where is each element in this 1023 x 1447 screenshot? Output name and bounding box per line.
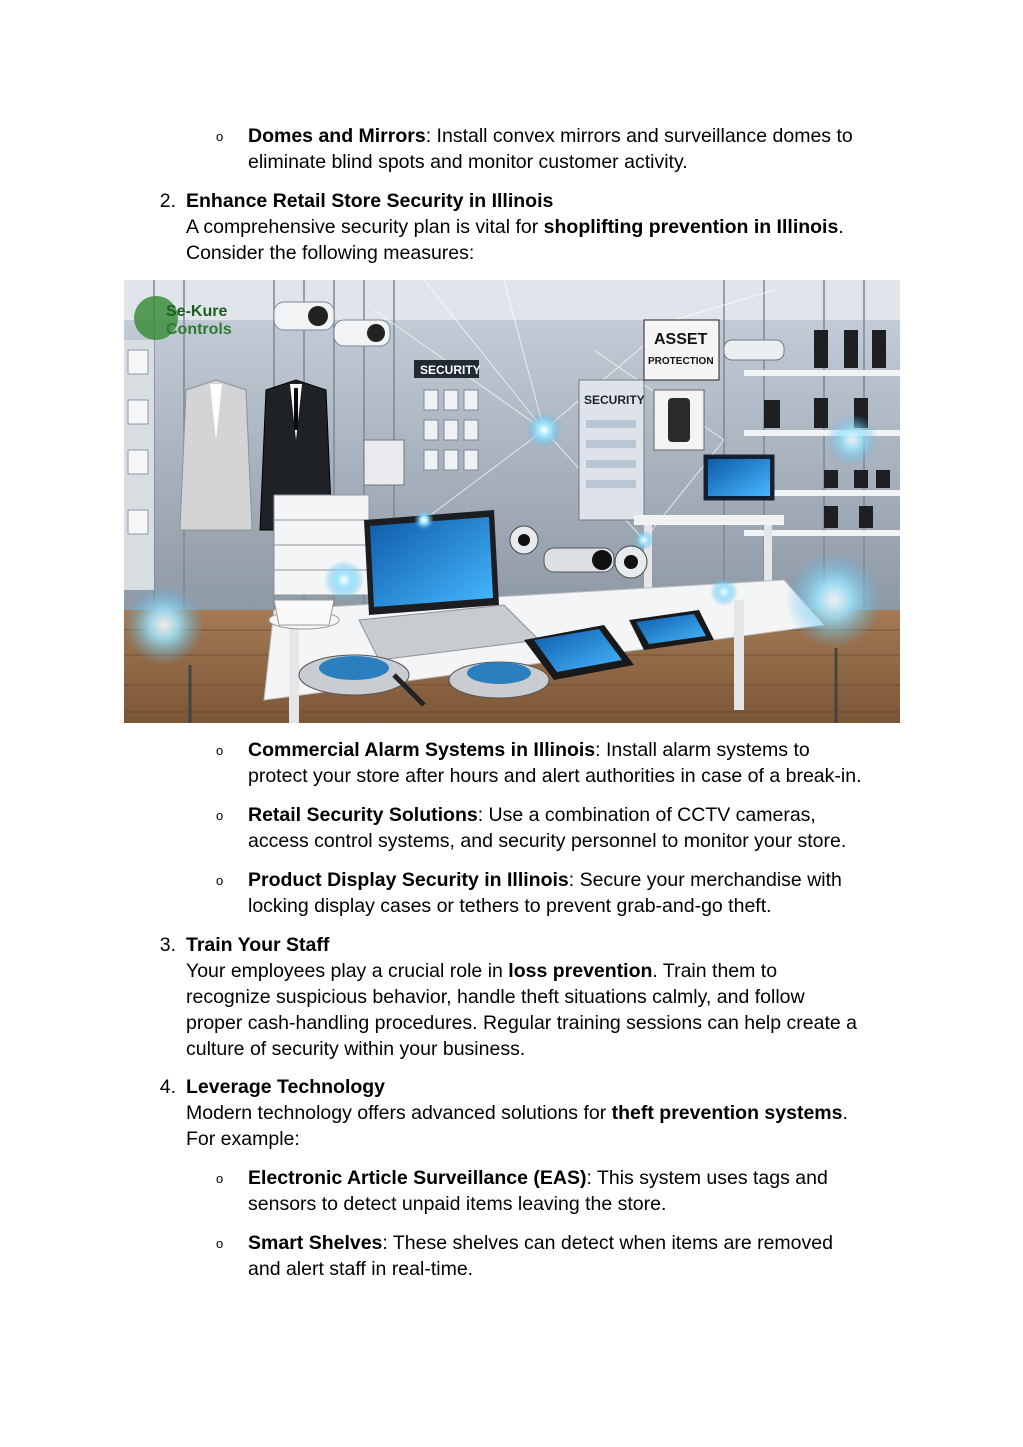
heading-text: Enhance Retail Store Security in Illinois <box>186 190 554 212</box>
list-item-retail-line1 <box>248 802 816 828</box>
paragraph-text: . <box>838 216 844 238</box>
list-item-text: : These shelves can detect when items are removed <box>382 1232 833 1254</box>
logo-text: Controls <box>166 321 232 338</box>
bullet-marker: o <box>216 808 224 823</box>
list-item-text: : Use a combination of CCTV cameras, <box>477 804 816 826</box>
section-number: 3. <box>159 934 176 956</box>
list-item-eas-line2: sensors to detect unpaid items leaving the store. <box>248 1193 667 1215</box>
section-number: 2. <box>159 190 176 212</box>
sign-security-left: SECURITY <box>420 363 481 377</box>
security-store-illustration <box>124 280 900 723</box>
list-item-domes-line1 <box>248 123 853 149</box>
section-paragraph-line1 <box>186 1100 848 1126</box>
list-item-alarm-line1 <box>248 737 810 763</box>
paragraph-bold: loss prevention <box>508 960 653 982</box>
list-item-retail-line2: access control systems, and security personnel to monitor your store. <box>248 830 847 852</box>
sign-asset: ASSET <box>654 331 708 348</box>
paragraph-text: Modern technology offers advanced solutions for <box>186 1102 612 1124</box>
section-heading <box>186 932 329 958</box>
section-paragraph-line2: Consider the following measures: <box>186 242 475 264</box>
list-item-bold: Electronic Article Surveillance (EAS) <box>248 1167 587 1189</box>
bullet-marker: o <box>216 1171 224 1186</box>
bullet-marker: o <box>216 873 224 888</box>
section-heading <box>186 1074 385 1100</box>
section-paragraph-line1 <box>186 958 777 984</box>
sign-asset-protection: PROTECTION <box>648 356 714 367</box>
bullet-marker: o <box>216 743 224 758</box>
list-item-eas-line1 <box>248 1165 828 1191</box>
paragraph-bold: theft prevention systems <box>611 1102 843 1124</box>
list-item-bold: Domes and Mirrors <box>248 125 426 147</box>
list-item-display-line1 <box>248 867 842 893</box>
paragraph-text: Your employees play a crucial role in <box>186 960 509 982</box>
list-item-bold: Product Display Security in Illinois <box>248 869 569 891</box>
paragraph-text: . Train them to <box>652 960 778 982</box>
heading-text: Train Your Staff <box>186 934 330 956</box>
list-item-alarm-line2: protect your store after hours and alert authorities in case of a break-in. <box>248 765 862 787</box>
list-item-text: : Install convex mirrors and surveillance domes to <box>425 125 853 147</box>
list-item-display-line2: locking display cases or tethers to prevent grab-and-go theft. <box>248 895 772 917</box>
section-paragraph-line2: recognize suspicious behavior, handle theft situations calmly, and follow <box>186 986 805 1008</box>
list-item-domes-line2: eliminate blind spots and monitor customer activity. <box>248 151 688 173</box>
list-item-smart-shelves-line1 <box>248 1230 833 1256</box>
section-paragraph-line4: culture of security within your business. <box>186 1038 526 1060</box>
paragraph-bold: shoplifting prevention in Illinois <box>543 216 839 238</box>
section-heading <box>186 188 553 214</box>
illustration-svg <box>124 280 900 723</box>
section-paragraph-line2: For example: <box>186 1128 300 1150</box>
list-item-bold: Commercial Alarm Systems in Illinois <box>248 739 596 761</box>
bullet-marker: o <box>216 129 224 144</box>
sign-security-right: SECURITY <box>584 393 645 407</box>
paragraph-text: A comprehensive security plan is vital for <box>186 216 544 238</box>
bullet-marker: o <box>216 1236 224 1251</box>
heading-text: Leverage Technology <box>186 1076 386 1098</box>
section-paragraph-line3: proper cash-handling procedures. Regular training sessions can help create a <box>186 1012 857 1034</box>
list-item-text: : Secure your merchandise with <box>568 869 842 891</box>
list-item-bold: Smart Shelves <box>248 1232 383 1254</box>
paragraph-text: . <box>842 1102 848 1124</box>
list-item-bold: Retail Security Solutions <box>248 804 478 826</box>
section-number: 4. <box>159 1076 176 1098</box>
list-item-text: : Install alarm systems to <box>595 739 810 761</box>
logo-text: Se-Kure <box>166 303 228 320</box>
list-item-smart-shelves-line2: and alert staff in real-time. <box>248 1258 474 1280</box>
section-paragraph-line1 <box>186 214 844 240</box>
list-item-text: : This system uses tags and <box>586 1167 828 1189</box>
